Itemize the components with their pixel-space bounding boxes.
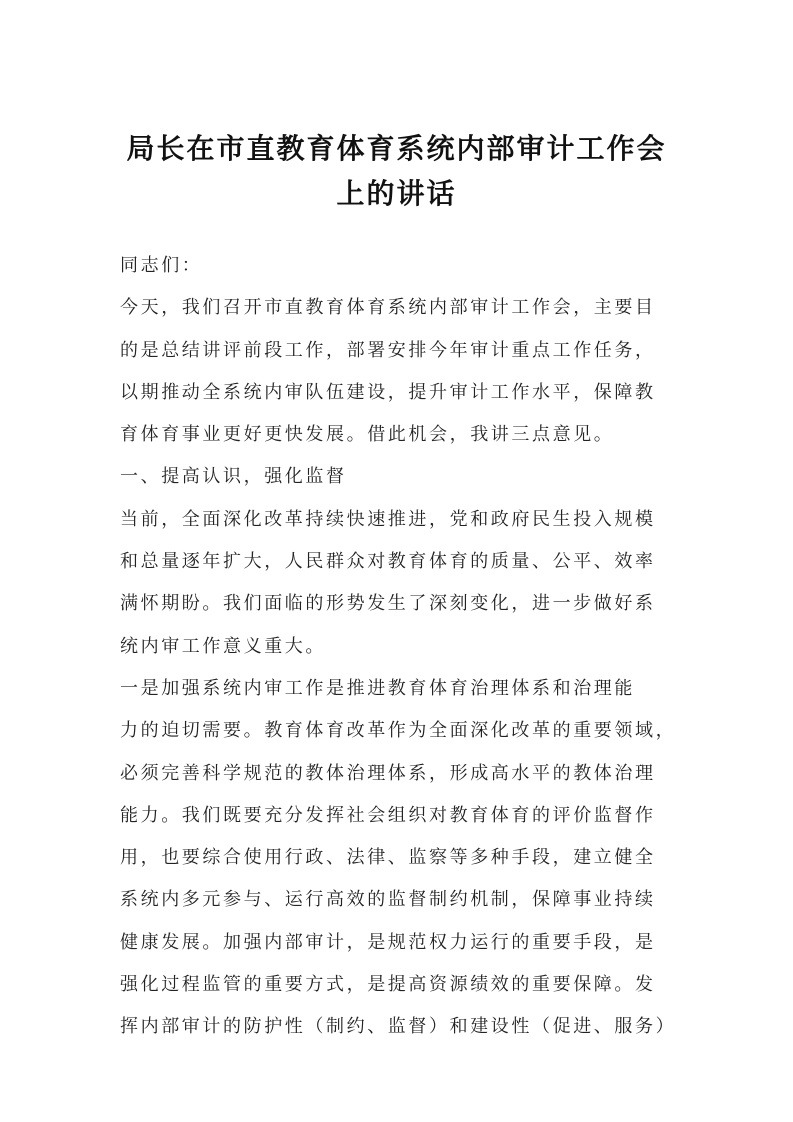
salutation: 同志们： bbox=[120, 255, 203, 276]
body-line: 强化过程监管的重要方式，是提高资源绩效的重要保障。发 bbox=[120, 974, 656, 996]
section-heading: 一、提高认识，强化监督 bbox=[120, 466, 347, 488]
body-line: 挥内部审计的防护性（制约、监督）和建设性（促进、服务） bbox=[120, 1016, 677, 1038]
document-title-line-2: 上的讲话 bbox=[336, 177, 457, 210]
body-line: 统内审工作意义重大。 bbox=[120, 635, 326, 657]
body-line: 当前，全面深化改革持续快速推进，党和政府民生投入规模 bbox=[120, 508, 656, 530]
body-line: 一是加强系统内审工作是推进教育体育治理体系和治理能 bbox=[120, 677, 635, 699]
body-line: 和总量逐年扩大，人民群众对教育体育的质量、公平、效率 bbox=[120, 551, 656, 573]
body-line: 的是总结讲评前段工作，部署安排今年审计重点工作任务， bbox=[120, 339, 656, 361]
body-line: 必须完善科学规范的教体治理体系，形成高水平的教体治理 bbox=[120, 762, 656, 784]
body-line: 能力。我们既要充分发挥社会组织对教育体育的评价监督作 bbox=[120, 804, 656, 826]
body-line: 力的迫切需要。教育体育改革作为全面深化改革的重要领域， bbox=[120, 720, 677, 742]
body-line: 系统内多元参与、运行高效的监督制约机制，保障事业持续 bbox=[120, 889, 656, 911]
body-line: 育体育事业更好更快发展。借此机会，我讲三点意见。 bbox=[120, 424, 615, 446]
document-title-line-1: 局长在市直教育体育系统内部审计工作会 bbox=[126, 132, 667, 165]
body-line: 用，也要综合使用行政、法律、监察等多种手段，建立健全 bbox=[120, 847, 656, 869]
body-line: 满怀期盼。我们面临的形势发生了深刻变化，进一步做好系 bbox=[120, 593, 656, 615]
body-line: 今天，我们召开市直教育体育系统内部审计工作会，主要目 bbox=[120, 297, 656, 319]
document-body bbox=[120, 245, 690, 1049]
body-line: 健康发展。加强内部审计，是规范权力运行的重要手段，是 bbox=[120, 931, 656, 953]
body-line: 以期推动全系统内审队伍建设，提升审计工作水平，保障教 bbox=[120, 381, 656, 403]
